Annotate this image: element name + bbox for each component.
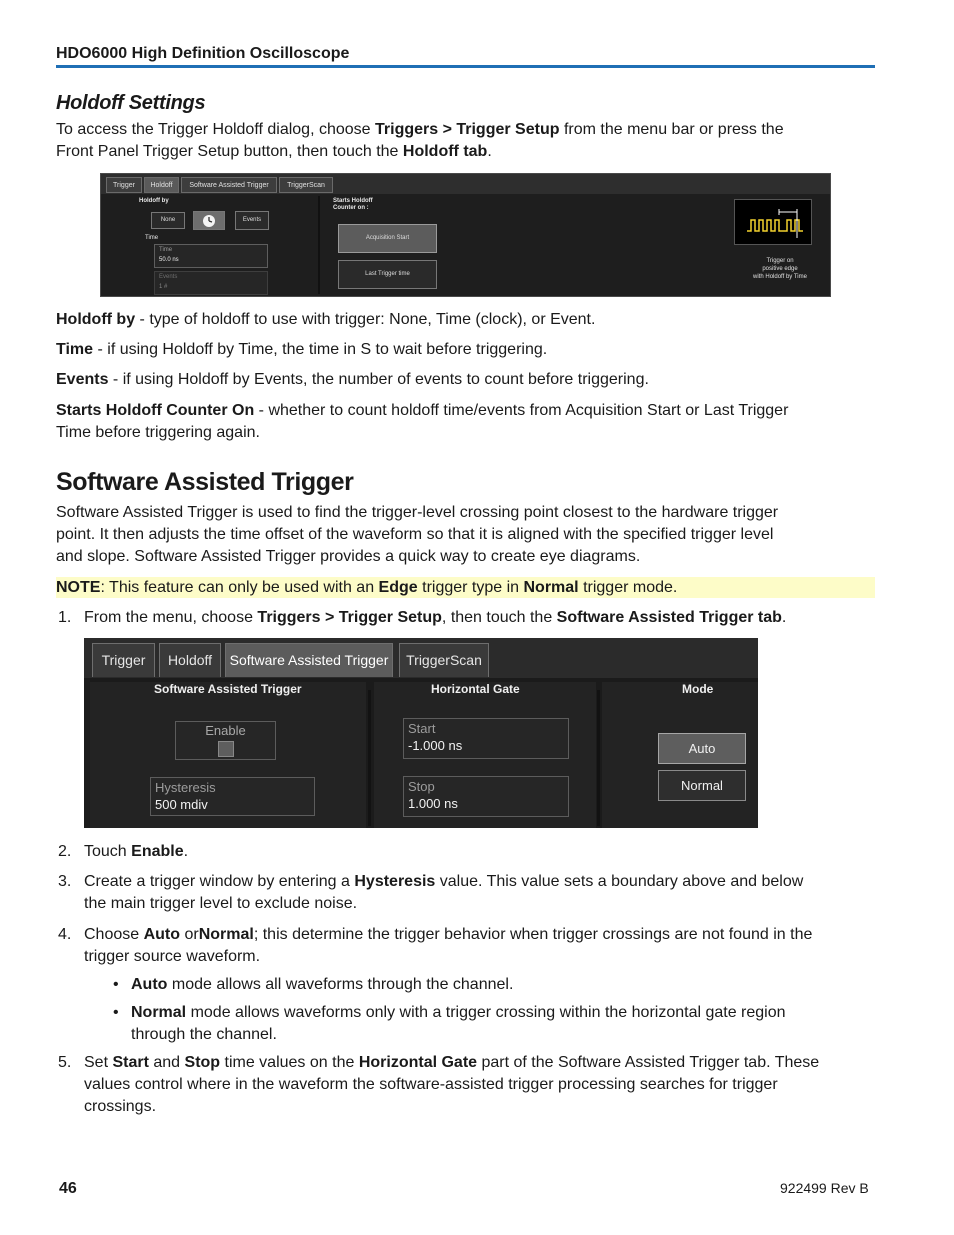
- holdoff-settings-heading: Holdoff Settings: [56, 92, 206, 114]
- step-number: 2.: [58, 843, 72, 860]
- enable-checkbox[interactable]: [218, 741, 234, 757]
- hysteresis-value: 500 mdiv: [155, 797, 208, 812]
- tab-trigger[interactable]: Trigger: [106, 177, 142, 193]
- mode-heading: Mode: [682, 682, 714, 696]
- tab-holdoff[interactable]: Holdoff: [159, 643, 221, 677]
- tab-software-assisted-trigger[interactable]: Software Assisted Trigger: [225, 643, 393, 677]
- events-button[interactable]: Events: [235, 211, 269, 230]
- stop-value: 1.000 ns: [408, 796, 458, 811]
- step-number: 5.: [58, 1054, 72, 1071]
- intro-menu-path: Triggers > Trigger Setup: [375, 121, 560, 138]
- def-text: - if using Holdoff by Time, the time in S to wait before triggering.: [93, 341, 548, 358]
- bullet-bold: Auto: [131, 976, 168, 993]
- sat-column-heading: Software Assisted Trigger: [154, 682, 302, 696]
- def-text: - whether to count holdoff time/events from Acquisition Start or Last Trigger: [254, 402, 789, 419]
- def-term: Holdoff by: [56, 311, 136, 328]
- note-text: trigger mode.: [578, 579, 678, 596]
- sat-paragraph: [56, 502, 876, 568]
- para-line: Software Assisted Trigger is used to find the trigger-level crossing point closest to the hardware trigger: [56, 504, 779, 521]
- step-bold: Enable: [131, 843, 184, 860]
- def-text: - type of holdoff to use with trigger: None, Time (clock), or Event.: [135, 311, 596, 328]
- step-5: [58, 1052, 876, 1118]
- acquisition-start-button[interactable]: Acquisition Start: [338, 224, 437, 253]
- intro-holdoff-tab: Holdoff tab: [402, 143, 488, 160]
- step-bold: Start: [112, 1054, 149, 1071]
- step-text: .: [183, 843, 189, 860]
- time-field-value: 50.0 ns: [159, 257, 179, 263]
- last-trigger-time-button[interactable]: Last Trigger time: [338, 260, 437, 289]
- divider: [368, 690, 371, 826]
- def-time: [56, 339, 876, 361]
- start-field[interactable]: [403, 718, 569, 759]
- def-term: Starts Holdoff Counter On: [56, 402, 255, 419]
- step-bold: Horizontal Gate: [358, 1054, 478, 1071]
- step-number: 3.: [58, 873, 72, 890]
- step-number: 4.: [58, 926, 72, 943]
- step-bold: Hysteresis: [354, 873, 436, 890]
- note-box: [56, 577, 875, 598]
- def-starts-holdoff: [56, 400, 876, 444]
- divider: [597, 690, 600, 826]
- starts-holdoff-label-line2: Counter on :: [333, 205, 369, 211]
- auto-mode-button[interactable]: Auto: [658, 733, 746, 764]
- para-line: point. It then adjusts the time offset of the waveform so that it is aligned with the specified trigger level: [56, 526, 774, 543]
- stop-field[interactable]: [403, 776, 569, 817]
- holdoff-tab-bar: [101, 174, 830, 194]
- step-text: value. This value sets a boundary above and below: [435, 873, 804, 890]
- step-text: crossings.: [84, 1098, 157, 1115]
- note-text: trigger type in: [417, 579, 524, 596]
- note-edge: Edge: [378, 579, 418, 596]
- note-text: : This feature can only be used with an: [100, 579, 379, 596]
- step-text: ; this determine the trigger behavior when trigger crossings are not found in the: [253, 926, 813, 943]
- events-field-label: Events: [159, 274, 178, 280]
- caption-line: positive edge: [762, 266, 798, 272]
- def-events: [56, 369, 876, 391]
- step-bold: Stop: [184, 1054, 221, 1071]
- tab-triggerscan[interactable]: TriggerScan: [399, 643, 489, 677]
- time-clock-button[interactable]: [193, 211, 225, 230]
- step-text: values control where in the waveform the software-assisted trigger processing searches for trigger: [84, 1076, 778, 1093]
- sat-tab-bar: [84, 638, 758, 678]
- bullet-normal: [113, 1002, 876, 1046]
- start-label: Start: [408, 721, 436, 736]
- normal-mode-button[interactable]: Normal: [658, 770, 746, 801]
- holdoff-intro: [56, 119, 876, 163]
- time-label: Time: [145, 235, 159, 241]
- tab-holdoff[interactable]: Holdoff: [144, 177, 179, 193]
- tab-trigger[interactable]: Trigger: [92, 643, 155, 677]
- starts-holdoff-label-line1: Starts Holdoff: [333, 198, 373, 204]
- step-text: Choose: [84, 926, 144, 943]
- step-text: , then touch the: [441, 609, 557, 626]
- step-1: [58, 607, 876, 629]
- bullet-dot: •: [113, 976, 119, 993]
- step-text: Set: [84, 1054, 113, 1071]
- caption-line: with Holdoff by Time: [753, 274, 807, 280]
- bullet-text: through the channel.: [131, 1026, 277, 1043]
- step-text: or: [180, 926, 199, 943]
- step-text: Touch: [84, 843, 132, 860]
- step-text: Create a trigger window by entering a: [84, 873, 355, 890]
- bullet-auto: [113, 974, 876, 996]
- step-number: 1.: [58, 609, 72, 626]
- stop-label: Stop: [408, 779, 435, 794]
- tab-software-assisted-trigger[interactable]: Software Assisted Trigger: [181, 177, 277, 193]
- step-text: time values on the: [220, 1054, 359, 1071]
- starts-holdoff-label: [333, 198, 373, 212]
- pulse-waveform-icon: [735, 200, 811, 244]
- step-text: From the menu, choose: [84, 609, 258, 626]
- step-text: .: [781, 609, 787, 626]
- hysteresis-label: Hysteresis: [155, 780, 216, 795]
- step-text: the main trigger level to exclude noise.: [84, 895, 358, 912]
- intro-text: from the menu bar or press the: [559, 121, 784, 138]
- horizontal-gate-heading: Horizontal Gate: [431, 682, 520, 696]
- bullet-bold: Normal: [131, 1004, 187, 1021]
- step-text: and: [148, 1054, 185, 1071]
- step-text: part of the Software Assisted Trigger tab. These: [477, 1054, 820, 1071]
- running-header: HDO6000 High Definition Oscilloscope: [56, 45, 350, 62]
- document-id: 922499 Rev B: [780, 1180, 869, 1196]
- note-normal: Normal: [523, 579, 579, 596]
- step-3: [58, 871, 876, 915]
- waveform-caption: [731, 257, 829, 281]
- step-bold: Auto: [143, 926, 181, 943]
- def-term: Events: [56, 371, 109, 388]
- intro-text: To access the Trigger Holdoff dialog, choose: [56, 121, 375, 138]
- page-number: 46: [59, 1180, 77, 1197]
- bullet-text: mode allows all waveforms through the channel.: [167, 976, 514, 993]
- sat-dialog-screenshot: [84, 638, 758, 828]
- enable-checkbox-field[interactable]: [175, 721, 276, 760]
- step-2: [58, 841, 876, 863]
- events-field-value: 1 #: [159, 284, 168, 290]
- divider: [318, 196, 320, 294]
- bullet-dot: •: [113, 1004, 119, 1021]
- caption-line: Trigger on: [766, 258, 794, 264]
- step-bold: Triggers > Trigger Setup: [257, 609, 442, 626]
- def-term: Time: [56, 341, 94, 358]
- none-button[interactable]: None: [151, 212, 185, 229]
- events-field: [154, 271, 268, 295]
- note-label: NOTE: [56, 579, 101, 596]
- step-bold: Normal: [198, 926, 254, 943]
- clock-icon: [202, 214, 216, 228]
- holdoff-by-label: Holdoff by: [139, 198, 169, 204]
- intro-text: .: [487, 143, 492, 160]
- time-field[interactable]: [154, 244, 268, 268]
- start-value: -1.000 ns: [408, 738, 463, 753]
- holdoff-dialog-screenshot: [100, 173, 831, 297]
- step-text: trigger source waveform.: [84, 948, 261, 965]
- step-bold: Software Assisted Trigger tab: [556, 609, 782, 626]
- bullet-text: mode allows waveforms only with a trigger crossing within the horizontal gate region: [186, 1004, 786, 1021]
- enable-label: Enable: [205, 723, 246, 738]
- def-text: - if using Holdoff by Events, the number of events to count before triggering.: [108, 371, 649, 388]
- time-field-label: Time: [159, 247, 173, 253]
- def-text: Time before triggering again.: [56, 424, 260, 441]
- tab-triggerscan[interactable]: TriggerScan: [279, 177, 333, 193]
- software-assisted-trigger-heading: Software Assisted Trigger: [56, 468, 354, 496]
- holdoff-waveform-icon: [734, 199, 812, 245]
- intro-text: Front Panel Trigger Setup button, then touch the: [56, 143, 403, 160]
- para-line: and slope. Software Assisted Trigger provides a quick way to create eye diagrams.: [56, 548, 641, 565]
- header-rule: [56, 65, 875, 68]
- hysteresis-field[interactable]: [150, 777, 315, 816]
- step-4: [58, 924, 876, 968]
- def-holdoff-by: [56, 309, 876, 331]
